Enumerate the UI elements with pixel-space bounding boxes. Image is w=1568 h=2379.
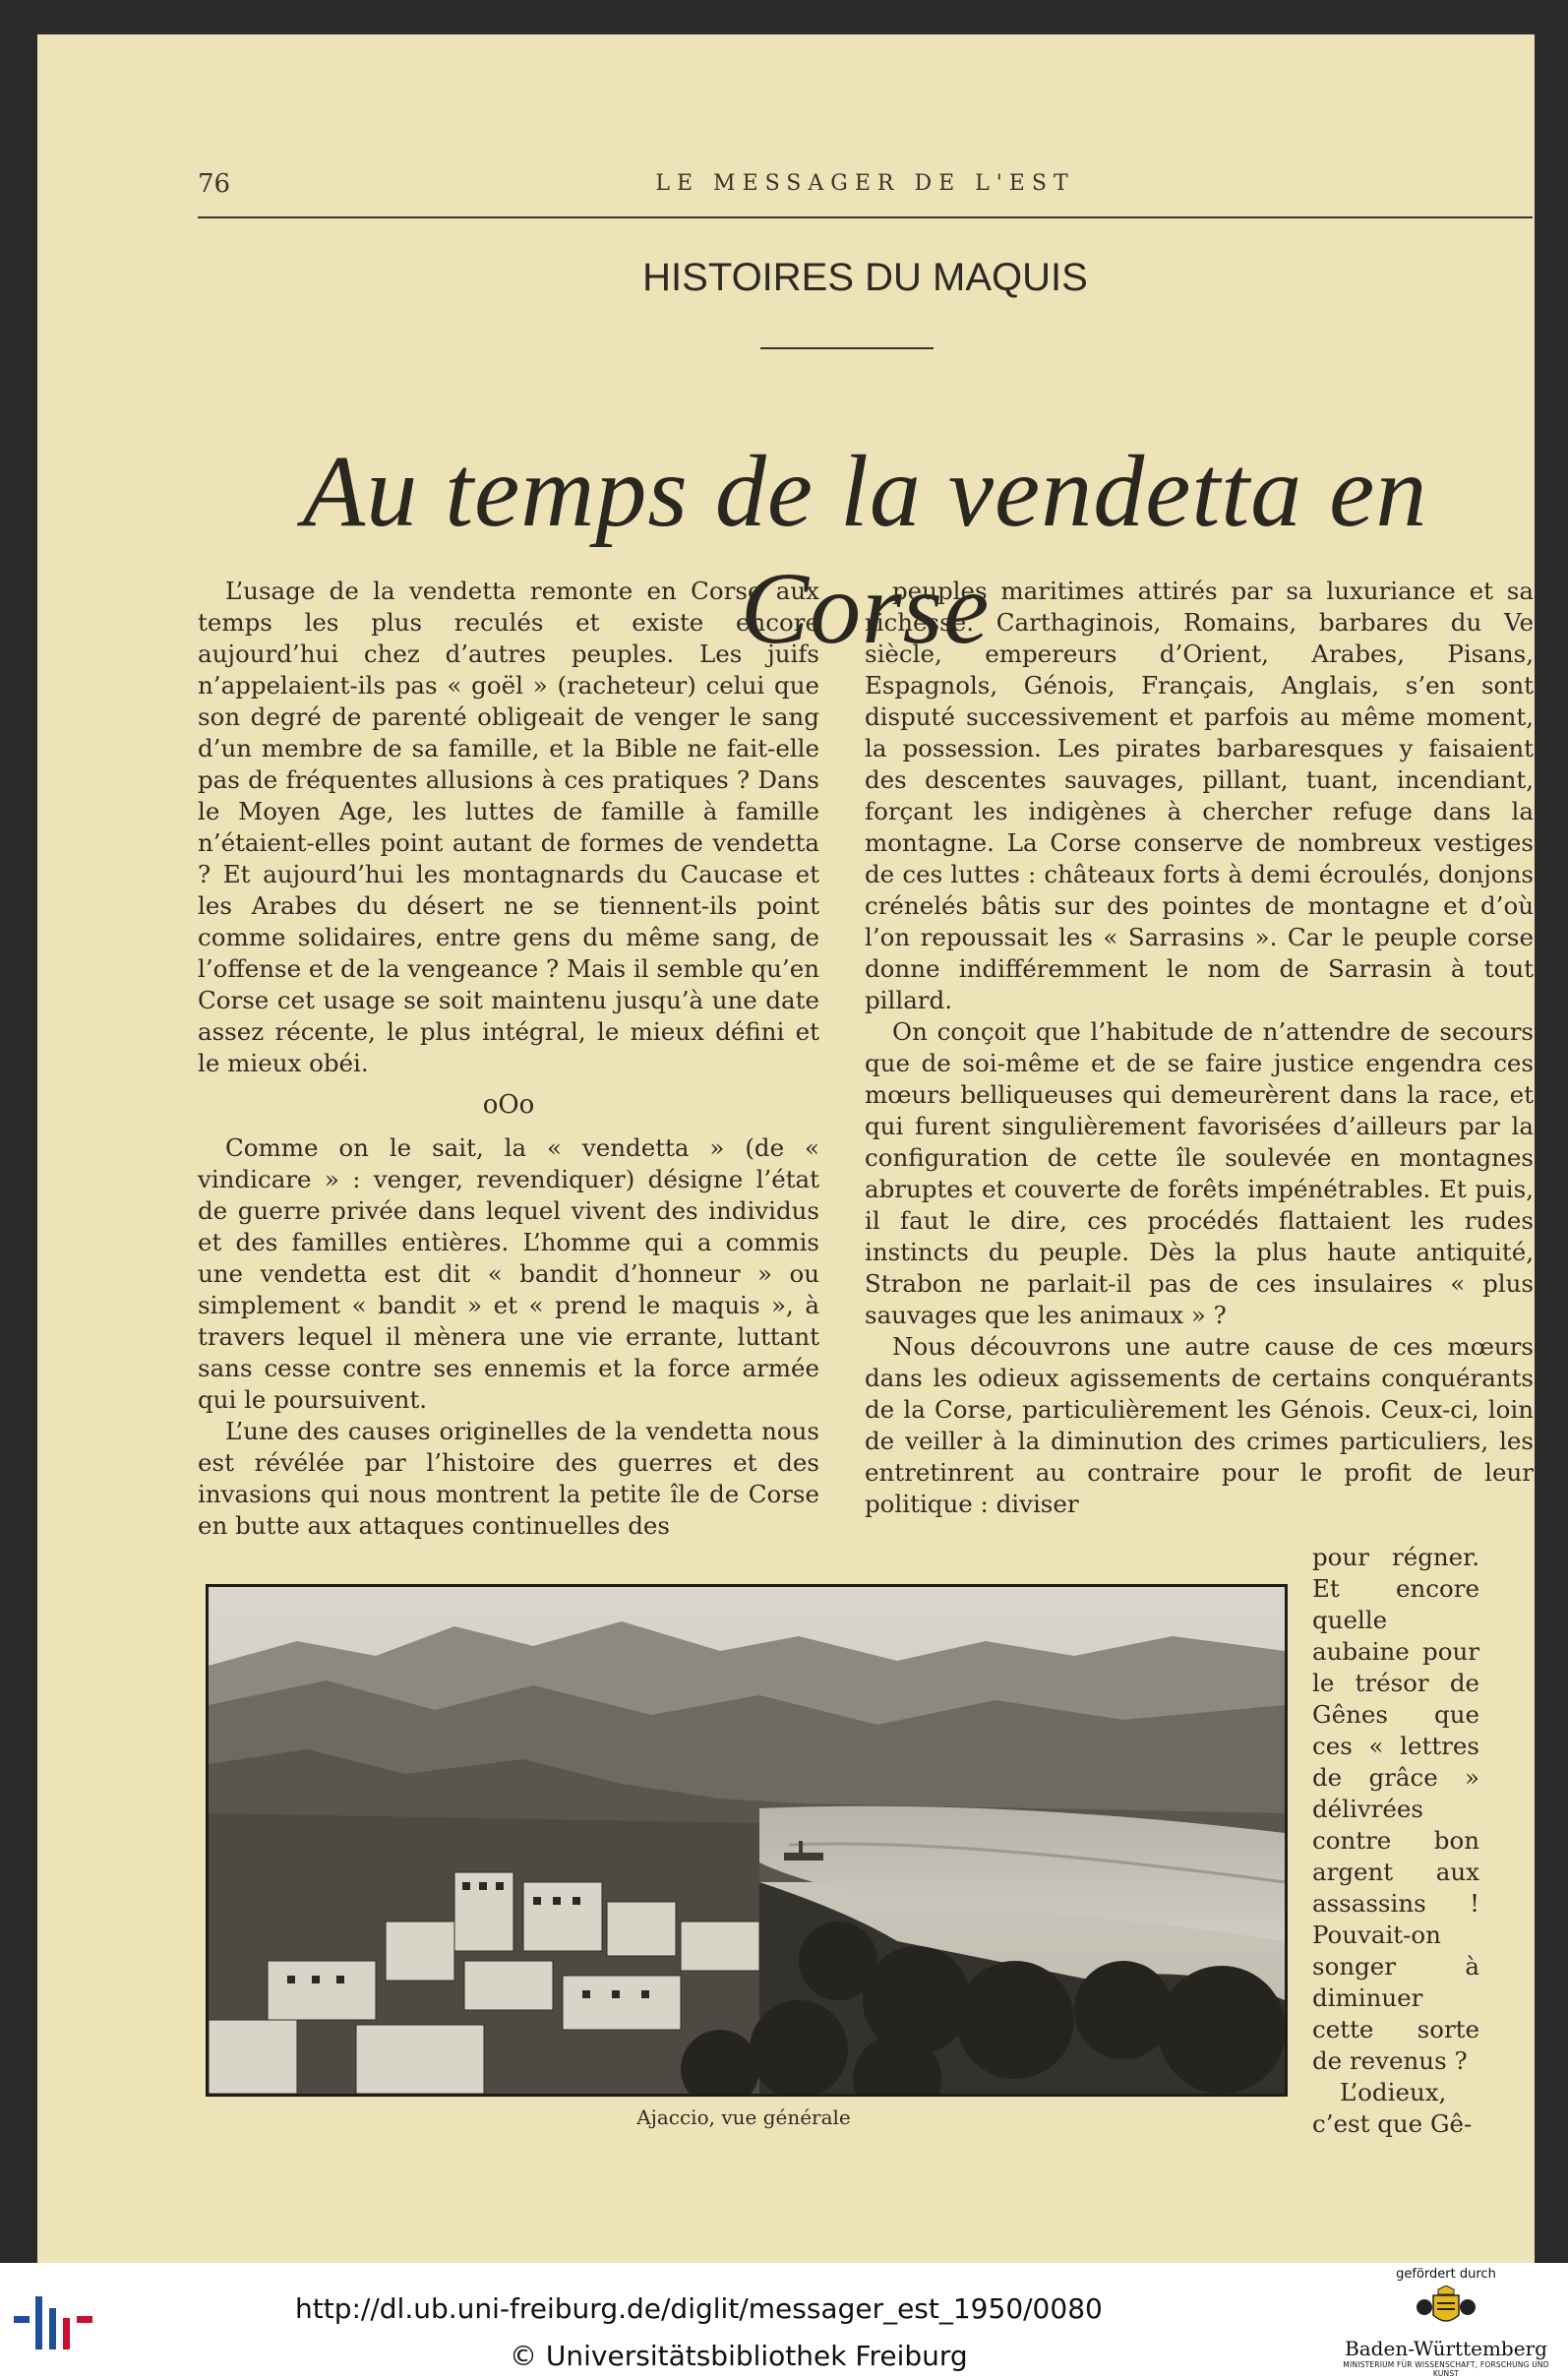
article-headline: Au temps de la vendetta en Corse [302,435,1428,665]
funder-state: Baden-Württemberg [1345,2337,1547,2360]
narrow-text-column [1312,1542,1479,2140]
copyright-notice: © Universitätsbibliothek Freiburg [510,2340,968,2372]
funder-ministry: MINISTERIUM FÜR WISSENSCHAFT, FORSCHUNG UND KUNST [1343,2360,1549,2378]
journal-title: LE MESSAGER DE L'EST [655,171,1075,196]
scanned-page [37,34,1535,2263]
permalink-url[interactable]: http://dl.ub.uni-freiburg.de/diglit/messager_est_1950/0080 [295,2292,1103,2325]
paragraph: Nous découvrons une autre cause de ces mœurs dans les odieux agissements de certains conquérants de la Corse, particulièrement les Génois. Ceux-ci, loin de veiller à la diminution des crimes particuliers, les entretinrent au contraire pour le profit de leur politique : diviser [865,1332,1534,1518]
landscape-photo-illustration [209,1587,1285,2094]
section-separator: oOo [482,1090,535,1120]
paragraph: peuples maritimes attirés par sa luxuriance et sa richesse. Carthaginois, Romains, barbares du Ve siècle, empereurs d’Orient, Arabes, Pisans, Espagnols, Génois, Français, Anglais, s’en sont disputé successivement et parfois au même moment, la possession. Les pirates barbaresques y faisaient des descentes sauvages, pillant, tuant, incendiant, forçant les indigènes à chercher refuge dans la montagne. La Corse conserve de nombreux vestiges de ces luttes : châteaux forts à demi écroulés, donjons crénelés bâtis sur des pointes de montagne et d’où l’on repoussait les « Sarrasins ». Car le peuple corse donne indifféremment le nom de Sarrasin à tout pillard. [865,577,1534,1014]
baden-wuerttemberg-crest-icon [1412,2286,1480,2335]
left-text-column [198,576,819,1542]
paragraph: On conçoit que l’habitude de n’attendre de secours que de soi-même et de se faire justice engendra ces mœurs belliqueuses qui demeurèrent dans la race, et qui furent singulièrement favorisées d’ailleurs par la configuration de cette île soulevée en montagnes abruptes et couverte de forêts impénétrables. Et puis, il faut le dire, ces procédés flattaient les rudes instincts du peuple. Dès la plus haute antiquité, Strabon ne parlait-il pas de ces insulaires « plus sauvages que les animaux » ? [865,1017,1534,1329]
digitization-footer [0,2263,1568,2379]
running-header [198,138,1533,218]
kicker-divider [760,347,934,349]
university-library-logo-icon [14,2288,102,2357]
funder-block [1333,2267,1559,2378]
paragraph: Comme on le sait, la « vendetta » (de « vindicare » : venger, revendiquer) désigne l’état de guerre privée dans lequel vivent des individus et des familles entières. L’homme qui a commis une vendetta est dit « bandit d’honneur » ou simplement « bandit » et « prend le maquis », à travers lequel il mènera une vie errante, luttant sans cesse contre ses ennemis et la force armée qui le poursuivent. [198,1133,819,1414]
section-kicker: HISTOIRES DU MAQUIS [642,256,1088,299]
paragraph: L’une des causes originelles de la vendetta nous est révélée par l’histoire des guerres et des invasions qui nous montrent la petite île de Corse en butte aux attaques continuelles des [198,1417,819,1540]
right-text-column [865,576,1534,1520]
paragraph: L’odieux, c’est que Gê- [1312,2078,1473,2138]
paragraph: pour régner. Et encore quelle aubaine pour le trésor de Gênes que ces « lettres de grâce » délivrées contre bon argent aux assassins ! Pouvait-on songer à diminuer cette sorte de revenus ? [1312,1543,1479,2075]
ajaccio-photograph [206,1584,1288,2097]
page-number: 76 [198,169,231,199]
photo-caption: Ajaccio, vue générale [636,2105,851,2129]
funder-note: gefördert durch [1396,2267,1496,2282]
paragraph: L’usage de la vendetta remonte en Corse aux temps les plus reculés et existe encore aujourd’hui chez d’autres peuples. Les juifs n’appelaient-ils pas « goël » (racheteur) celui que son degré de parenté obligeait de venger le sang d’un membre de sa famille, et la Bible ne fait-elle pas de fréquentes allusions à ces pratiques ? Dans le Moyen Age, les luttes de famille à famille n’étaient-elles point autant de formes de vendetta ? Et aujourd’hui les montagnards du Caucase et les Arabes du désert ne se tiennent-ils point comme solidaires, entre gens du même sang, de l’offense et de la vengeance ? Mais il semble qu’en Corse cet usage se soit maintenu jusqu’à une date assez récente, le plus intégral, le mieux défini et le mieux obéi. [198,577,819,1077]
